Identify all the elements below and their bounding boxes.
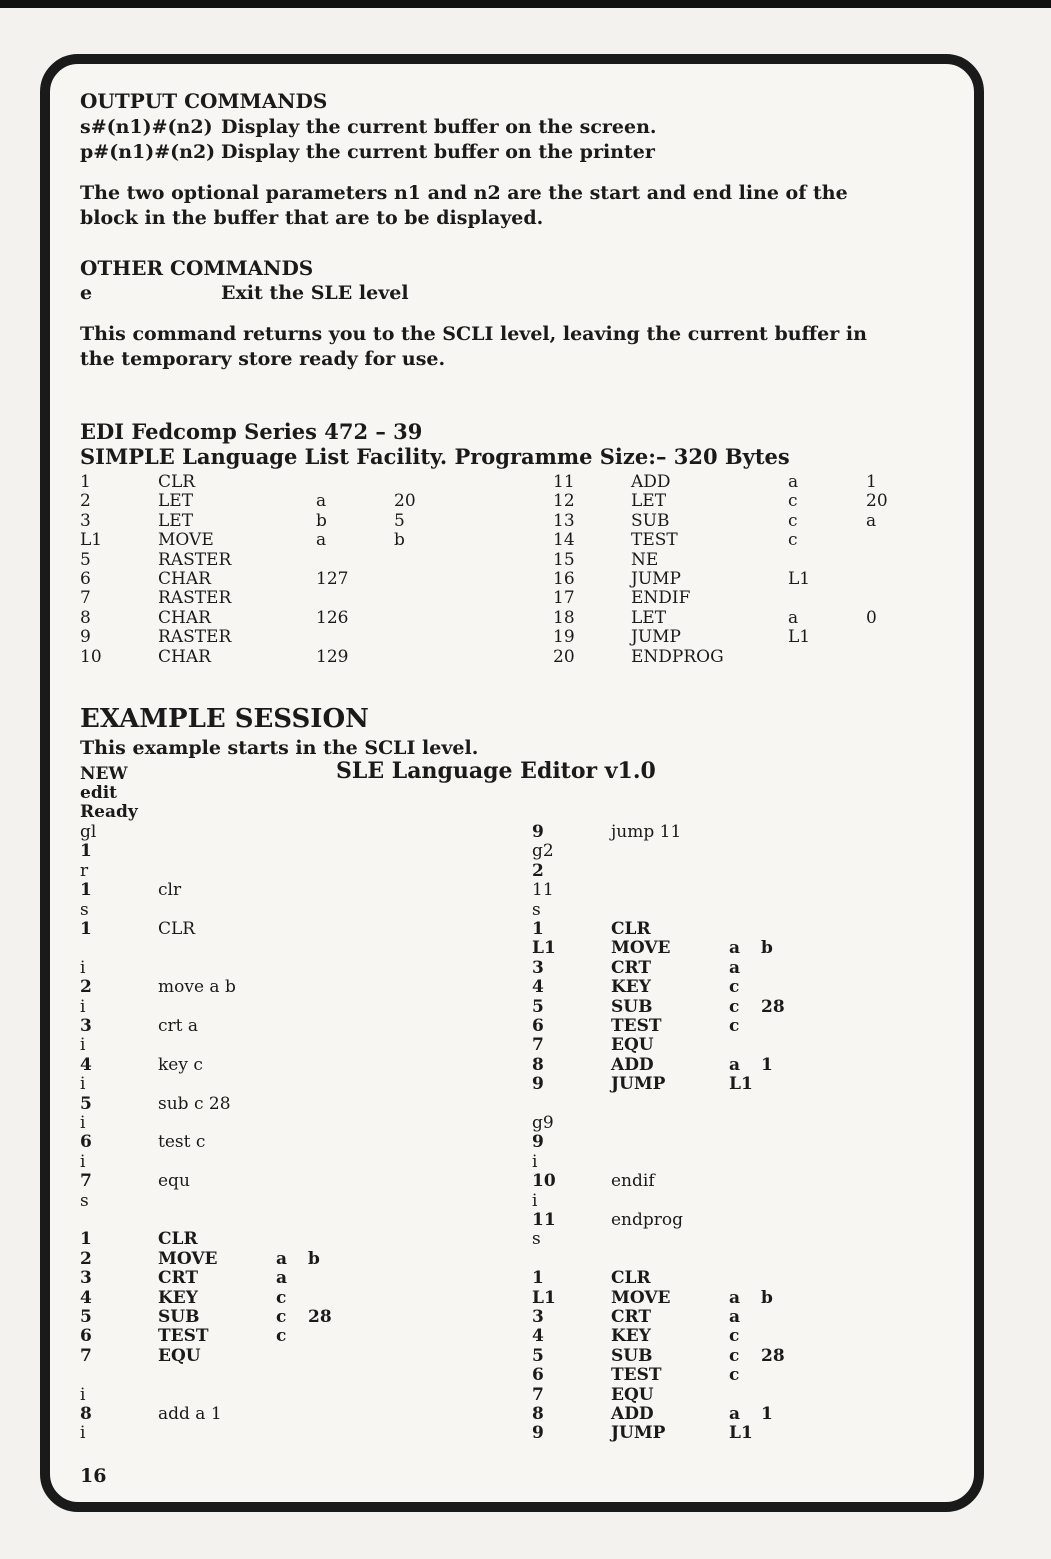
session-cell: gl bbox=[80, 822, 97, 842]
session-cell: 1 bbox=[761, 1404, 773, 1424]
session-cell: 1 bbox=[80, 841, 92, 862]
session-cell: 8 bbox=[532, 1404, 544, 1424]
session-cell: 9 bbox=[532, 1074, 544, 1095]
listing-cell: 16 bbox=[553, 569, 575, 589]
session-cell: i bbox=[80, 1035, 86, 1056]
session-cell: 6 bbox=[80, 1326, 92, 1347]
session-cell: JUMP bbox=[611, 1423, 666, 1444]
session-cell: a bbox=[276, 1248, 288, 1269]
session-cell: i bbox=[532, 1190, 538, 1211]
session-cell: c bbox=[276, 1307, 287, 1327]
session-cell: endprog bbox=[611, 1210, 684, 1230]
listing-cell: ADD bbox=[631, 472, 671, 492]
session-cell: crt a bbox=[158, 1016, 199, 1036]
session-cell: 9 bbox=[532, 1132, 544, 1153]
other-cmd-exit: e bbox=[80, 282, 93, 304]
session-cell: 10 bbox=[532, 1171, 556, 1192]
listing-subtitle: SIMPLE Language List Facility. Programme Size:– 320 Bytes bbox=[80, 444, 790, 469]
listing-cell: 20 bbox=[394, 491, 416, 512]
listing-cell: 17 bbox=[553, 588, 575, 609]
session-cell: add a 1 bbox=[158, 1404, 222, 1424]
listing-cell: 11 bbox=[553, 472, 575, 492]
listing-cell: SUB bbox=[631, 510, 670, 531]
session-cell: JUMP bbox=[611, 1074, 666, 1095]
session-cell: g9 bbox=[532, 1113, 554, 1133]
session-cell: i bbox=[80, 1151, 86, 1172]
listing-cell: L1 bbox=[788, 627, 811, 648]
session-cell: 4 bbox=[532, 1326, 544, 1347]
listing-cell: 129 bbox=[316, 646, 349, 667]
session-line-edit: edit bbox=[80, 783, 118, 803]
session-cell: 8 bbox=[80, 1404, 92, 1424]
session-cell: 1 bbox=[80, 880, 92, 901]
session-cell: s bbox=[80, 899, 89, 920]
session-cell: SUB bbox=[158, 1307, 200, 1327]
session-cell: b bbox=[761, 1287, 773, 1308]
listing-cell: 126 bbox=[316, 607, 349, 628]
session-cell: 6 bbox=[532, 1016, 544, 1036]
listing-cell: 3 bbox=[80, 510, 91, 531]
session-cell: 1 bbox=[532, 1268, 544, 1289]
session-cell: 11 bbox=[532, 1210, 556, 1230]
listing-cell: a bbox=[866, 510, 877, 531]
session-cell: s bbox=[532, 899, 541, 920]
listing-cell: 13 bbox=[553, 510, 575, 531]
session-cell: CRT bbox=[158, 1268, 199, 1289]
session-cell: i bbox=[80, 1074, 86, 1095]
listing-cell: 1 bbox=[866, 472, 877, 492]
session-cell: equ bbox=[158, 1171, 190, 1192]
session-cell: CRT bbox=[611, 1307, 652, 1327]
session-cell: 1 bbox=[532, 919, 544, 939]
listing-cell: a bbox=[788, 607, 799, 628]
session-cell: move a b bbox=[158, 977, 236, 998]
session-cell: L1 bbox=[532, 1287, 556, 1308]
session-cell: 7 bbox=[80, 1345, 92, 1366]
session-cell: EQU bbox=[158, 1345, 201, 1366]
session-cell: c bbox=[729, 1345, 740, 1366]
session-cell: 6 bbox=[532, 1365, 544, 1386]
other-commands-paragraph: This command returns you to the SCLI level, leaving the current buffer in the temporary store ready for use. bbox=[80, 323, 867, 370]
session-cell: jump 11 bbox=[611, 822, 682, 842]
listing-cell: CHAR bbox=[158, 569, 211, 589]
output-desc-screen: Display the current buffer on the screen. bbox=[221, 116, 657, 138]
session-cell: 28 bbox=[761, 1345, 785, 1366]
session-cell: g2 bbox=[532, 841, 554, 862]
session-cell: b bbox=[761, 938, 773, 959]
session-cell: CRT bbox=[611, 957, 652, 978]
session-cell: KEY bbox=[158, 1287, 198, 1308]
listing-cell: 12 bbox=[553, 491, 575, 512]
listing-cell: c bbox=[788, 491, 798, 512]
editor-title: SLE Language Editor v1.0 bbox=[336, 758, 656, 784]
session-cell: SUB bbox=[611, 1345, 653, 1366]
session-cell: 1 bbox=[80, 1229, 92, 1250]
session-cell: 3 bbox=[80, 1268, 92, 1289]
listing-cell: 8 bbox=[80, 607, 91, 628]
session-cell: 28 bbox=[761, 996, 785, 1017]
listing-cell: 6 bbox=[80, 569, 91, 589]
session-cell: 3 bbox=[80, 1016, 92, 1036]
session-cell: c bbox=[276, 1326, 287, 1347]
listing-cell: 127 bbox=[316, 569, 349, 589]
session-line-ready: Ready bbox=[80, 802, 138, 822]
listing-cell: b bbox=[394, 530, 405, 551]
session-cell: 9 bbox=[532, 822, 544, 842]
page-number: 16 bbox=[80, 1465, 107, 1487]
session-cell: KEY bbox=[611, 1326, 651, 1347]
session-cell: a bbox=[729, 1404, 741, 1424]
session-cell: TEST bbox=[611, 1365, 662, 1386]
session-cell: SUB bbox=[611, 996, 653, 1017]
output-cmd-screen: s#(n1)#(n2) bbox=[80, 116, 213, 138]
listing-cell: ENDIF bbox=[631, 588, 691, 609]
session-cell: a bbox=[729, 1307, 741, 1327]
session-cell: 9 bbox=[532, 1423, 544, 1444]
session-cell: i bbox=[80, 996, 86, 1017]
session-cell: 11 bbox=[532, 880, 554, 901]
session-cell: KEY bbox=[611, 977, 651, 998]
listing-cell: 0 bbox=[866, 607, 877, 628]
session-cell: CLR bbox=[158, 1229, 198, 1250]
listing-cell: b bbox=[316, 510, 327, 531]
listing-cell: c bbox=[788, 530, 798, 551]
session-cell: 5 bbox=[80, 1093, 92, 1114]
session-cell: key c bbox=[158, 1054, 203, 1075]
session-cell: s bbox=[532, 1229, 541, 1250]
page-top-edge bbox=[0, 0, 1051, 8]
session-cell: c bbox=[729, 1326, 740, 1347]
session-cell: a bbox=[729, 938, 741, 959]
session-cell: sub c 28 bbox=[158, 1093, 231, 1114]
session-cell: c bbox=[729, 977, 740, 998]
session-cell: r bbox=[80, 860, 89, 881]
session-cell: 3 bbox=[532, 957, 544, 978]
listing-cell: JUMP bbox=[631, 627, 681, 648]
listing-cell: CHAR bbox=[158, 646, 211, 667]
listing-cell: ENDPROG bbox=[631, 646, 724, 667]
session-cell: CLR bbox=[611, 919, 651, 939]
session-cell: 7 bbox=[80, 1171, 92, 1192]
session-cell: EQU bbox=[611, 1035, 654, 1056]
listing-cell: CLR bbox=[158, 472, 196, 492]
session-cell: MOVE bbox=[158, 1248, 218, 1269]
session-cell: CLR bbox=[158, 919, 196, 939]
session-cell: a bbox=[729, 1054, 741, 1075]
session-cell: a bbox=[729, 957, 741, 978]
listing-cell: 15 bbox=[553, 549, 575, 570]
session-cell: MOVE bbox=[611, 1287, 671, 1308]
listing-cell: 5 bbox=[394, 510, 405, 531]
listing-title: EDI Fedcomp Series 472 – 39 bbox=[80, 419, 423, 444]
session-cell: c bbox=[276, 1287, 287, 1308]
listing-cell: RASTER bbox=[158, 627, 232, 648]
listing-cell: 2 bbox=[80, 491, 91, 512]
example-session-heading: EXAMPLE SESSION bbox=[80, 704, 369, 734]
session-cell: 2 bbox=[532, 860, 544, 881]
session-cell: 8 bbox=[532, 1054, 544, 1075]
other-desc-exit: Exit the SLE level bbox=[221, 282, 409, 304]
session-cell: b bbox=[308, 1248, 320, 1269]
listing-cell: LET bbox=[631, 491, 667, 512]
listing-cell: 20 bbox=[553, 646, 575, 667]
session-cell: 28 bbox=[308, 1307, 332, 1327]
session-cell: CLR bbox=[611, 1268, 651, 1289]
listing-cell: L1 bbox=[788, 569, 811, 589]
output-cmd-printer: p#(n1)#(n2) bbox=[80, 141, 216, 163]
session-cell: ADD bbox=[611, 1054, 654, 1075]
session-cell: 3 bbox=[532, 1307, 544, 1327]
listing-cell: RASTER bbox=[158, 588, 232, 609]
session-cell: i bbox=[80, 957, 86, 978]
listing-cell: 10 bbox=[80, 646, 102, 667]
listing-cell: LET bbox=[631, 607, 667, 628]
listing-cell: 14 bbox=[553, 530, 575, 551]
session-cell: c bbox=[729, 1016, 740, 1036]
other-commands-heading: OTHER COMMANDS bbox=[80, 256, 314, 280]
listing-cell: JUMP bbox=[631, 569, 681, 589]
listing-cell: 7 bbox=[80, 588, 91, 609]
session-cell: 4 bbox=[532, 977, 544, 998]
listing-cell: a bbox=[316, 491, 327, 512]
session-cell: 2 bbox=[80, 977, 92, 998]
listing-cell: 19 bbox=[553, 627, 575, 648]
listing-cell: c bbox=[788, 510, 798, 531]
session-cell: 4 bbox=[80, 1054, 92, 1075]
session-cell: i bbox=[80, 1423, 86, 1444]
session-cell: 6 bbox=[80, 1132, 92, 1153]
session-cell: 7 bbox=[532, 1384, 544, 1405]
listing-cell: a bbox=[788, 472, 799, 492]
output-commands-paragraph: The two optional parameters n1 and n2 are the start and end line of the block in the buffer that are to be displayed. bbox=[80, 182, 848, 229]
session-cell: MOVE bbox=[611, 938, 671, 959]
session-cell: i bbox=[532, 1151, 538, 1172]
listing-cell: 20 bbox=[866, 491, 888, 512]
session-cell: 5 bbox=[532, 996, 544, 1017]
session-cell: ADD bbox=[611, 1404, 654, 1424]
session-cell: 4 bbox=[80, 1287, 92, 1308]
session-cell: a bbox=[729, 1287, 741, 1308]
listing-cell: TEST bbox=[631, 530, 678, 551]
session-cell: L1 bbox=[729, 1074, 753, 1095]
listing-cell: 1 bbox=[80, 472, 91, 492]
session-cell: a bbox=[276, 1268, 288, 1289]
output-commands-heading: OUTPUT COMMANDS bbox=[80, 89, 328, 113]
example-intro: This example starts in the SCLI level. bbox=[80, 737, 479, 759]
session-cell: 2 bbox=[80, 1248, 92, 1269]
session-cell: test c bbox=[158, 1132, 206, 1153]
session-cell: s bbox=[80, 1190, 89, 1211]
session-cell: endif bbox=[611, 1171, 655, 1192]
listing-cell: LET bbox=[158, 510, 194, 531]
listing-cell: MOVE bbox=[158, 530, 214, 551]
listing-cell: L1 bbox=[80, 530, 103, 551]
session-cell: L1 bbox=[532, 938, 556, 959]
session-cell: 5 bbox=[80, 1307, 92, 1327]
session-cell: EQU bbox=[611, 1384, 654, 1405]
session-line-new: NEW bbox=[80, 764, 128, 784]
listing-cell: RASTER bbox=[158, 549, 232, 570]
session-cell: 1 bbox=[80, 919, 92, 939]
session-cell: i bbox=[80, 1113, 86, 1133]
listing-cell: NE bbox=[631, 549, 659, 570]
session-cell: TEST bbox=[611, 1016, 662, 1036]
session-cell: c bbox=[729, 996, 740, 1017]
listing-cell: CHAR bbox=[158, 607, 211, 628]
output-desc-printer: Display the current buffer on the printer bbox=[221, 141, 655, 163]
listing-cell: 5 bbox=[80, 549, 91, 570]
listing-cell: 18 bbox=[553, 607, 575, 628]
listing-cell: 9 bbox=[80, 627, 91, 648]
session-cell: 7 bbox=[532, 1035, 544, 1056]
session-cell: 5 bbox=[532, 1345, 544, 1366]
session-cell: 1 bbox=[761, 1054, 773, 1075]
session-cell: i bbox=[80, 1384, 86, 1405]
listing-cell: a bbox=[316, 530, 327, 551]
session-cell: TEST bbox=[158, 1326, 209, 1347]
session-cell: c bbox=[729, 1365, 740, 1386]
session-cell: L1 bbox=[729, 1423, 753, 1444]
session-cell: clr bbox=[158, 880, 182, 901]
listing-cell: LET bbox=[158, 491, 194, 512]
